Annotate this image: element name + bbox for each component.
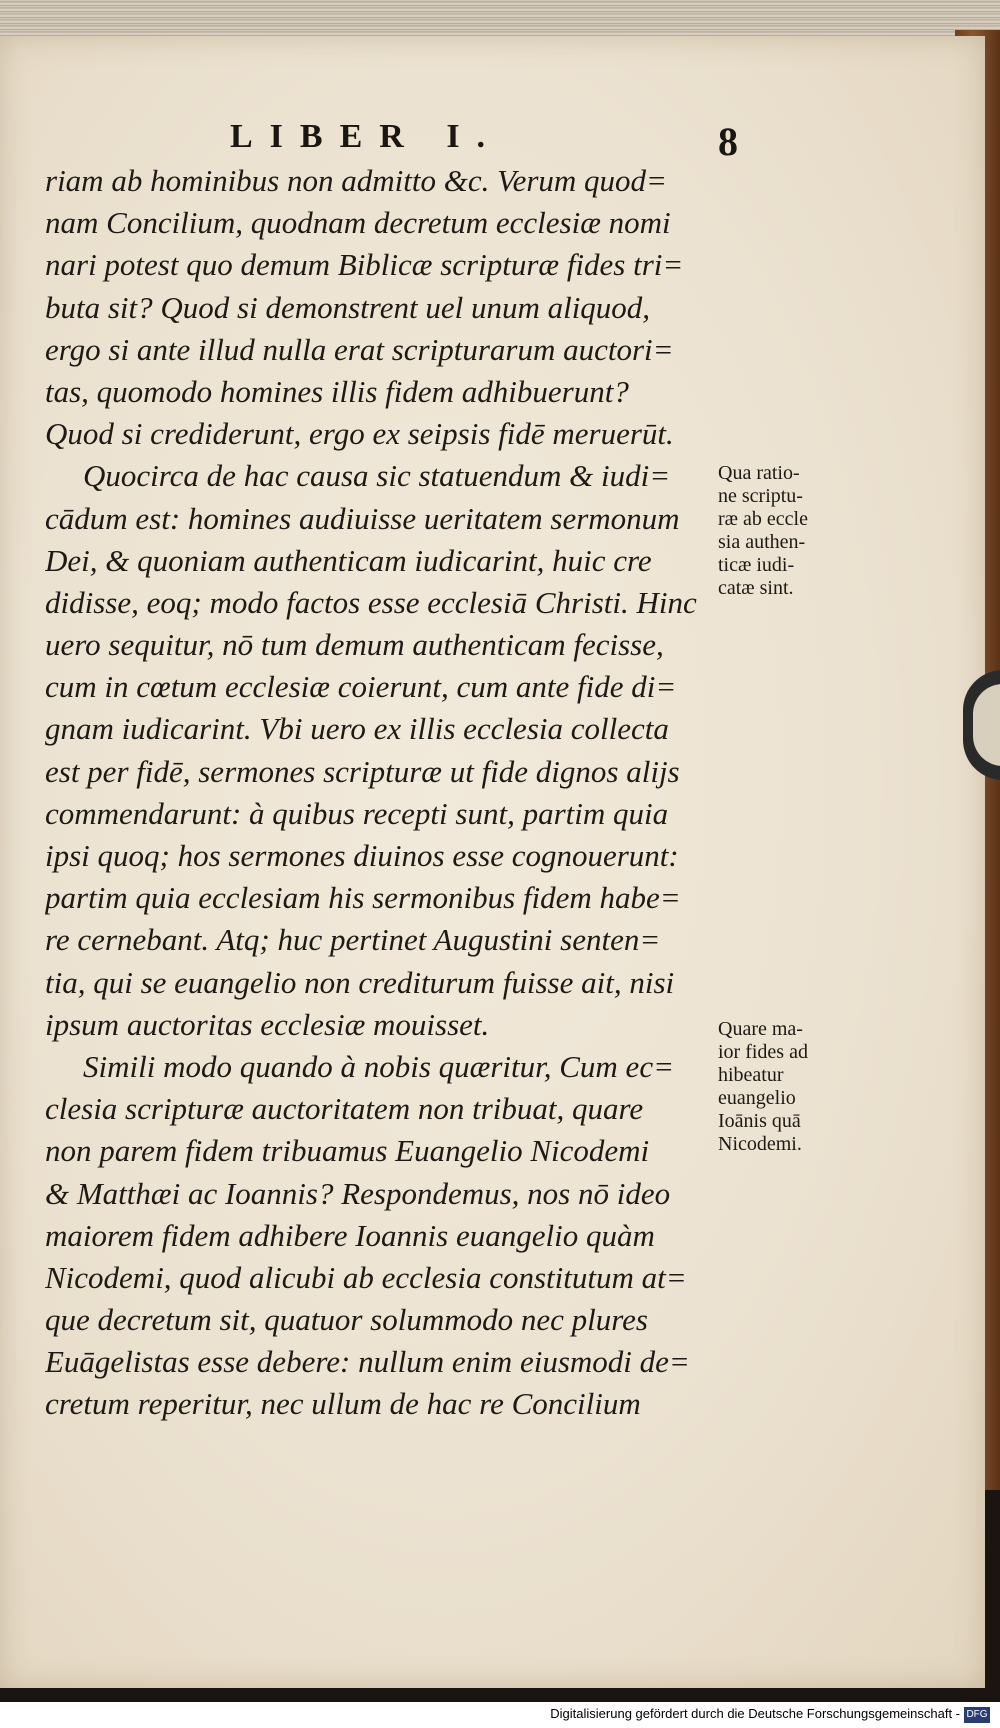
text-line: & Matthæi ac Ioannis? Respondemus, nos nō ideo <box>45 1175 671 1211</box>
text-line: clesia scripturæ auctoritatem non tribuat, quare <box>45 1091 644 1127</box>
margin-note-line: sia authen- <box>718 531 806 553</box>
text-line: Simili modo quando à nobis quæritur, Cum ec= <box>83 1048 674 1084</box>
text-line: maiorem fidem adhibere Ioannis euangelio quàm <box>45 1217 655 1253</box>
text-line: ipsum auctoritas ecclesiæ mouisset. <box>45 1006 490 1042</box>
text-line: non parem fidem tribuamus Euangelio Nicodemi <box>45 1133 650 1169</box>
text-line: cretum reperitur, nec ullum de hac re Concilium <box>45 1386 641 1422</box>
margin-note-1 <box>718 462 858 600</box>
margin-note-line: hibeatur <box>718 1064 784 1086</box>
text-line: Euāgelistas esse debere: nullum enim eiusmodi de= <box>45 1344 690 1380</box>
margin-note-line: euangelio <box>718 1087 796 1109</box>
text-line: commendarunt: à quibus recepti sunt, partim quia <box>45 795 669 831</box>
text-line: que decretum sit, quatuor solummodo nec plures <box>45 1302 648 1338</box>
margin-note-line: ræ ab eccle <box>718 508 808 530</box>
text-line: uero sequitur, nō tum demum authenticam fecisse, <box>45 627 664 663</box>
text-line: Dei, & quoniam authenticam iudicarint, huic cre <box>45 542 652 578</box>
margin-note-line: ne scriptu- <box>718 485 803 507</box>
margin-note-line: Nicodemi. <box>718 1133 802 1155</box>
footer-credit: Digitalisierung gefördert durch die Deutsche Forschungsgemeinschaft - <box>550 1706 960 1721</box>
margin-note-2 <box>718 1018 858 1156</box>
text-line: ipsi quoq; hos sermones diuinos esse cognouerunt: <box>45 838 679 873</box>
text-line: tas, quomodo homines illis fidem adhibuerunt? <box>45 373 629 409</box>
text-line: Quod si crediderunt, ergo ex seipsis fidē meruerūt. <box>45 416 674 452</box>
running-title: LIBER I. <box>230 118 503 155</box>
margin-note-line: Qua ratio- <box>718 462 800 484</box>
text-line: partim quia ecclesiam his sermonibus fidem habe= <box>45 880 681 916</box>
text-line: buta sit? Quod si demonstrent uel unum aliquod, <box>45 289 651 325</box>
margin-note-line: Ioānis quā <box>718 1110 801 1132</box>
folio-number: 8 <box>718 119 738 164</box>
text-line: didisse, eoq; modo factos esse ecclesiā Christi. Hinc <box>45 584 697 620</box>
text-line: Quocirca de hac causa sic statuendum & iudi= <box>83 458 671 494</box>
body-text <box>45 160 713 1426</box>
dfg-logo-icon: DFG <box>964 1707 990 1723</box>
text-line: gnam iudicarint. Vbi uero ex illis ecclesia collecta <box>45 711 669 747</box>
text-line: cādum est: homines audiuisse ueritatem sermonum <box>45 500 680 536</box>
text-line: tia, qui se euangelio non crediturum fuisse ait, nisi <box>45 964 675 1000</box>
text-line: re cernebant. Atq; huc pertinet Augustini senten= <box>45 922 661 958</box>
text-line: nari potest quo demum Biblicæ scripturæ fides tri= <box>45 247 684 283</box>
margin-note-line: Quare ma- <box>718 1018 803 1040</box>
text-line: ergo si ante illud nulla erat scripturarum auctori= <box>45 331 674 367</box>
margin-note-line: catæ sint. <box>718 577 794 599</box>
text-line: cum in cœtum ecclesiæ coierunt, cum ante fide di= <box>45 669 677 705</box>
text-line: riam ab hominibus non admitto &c. Verum quod= <box>45 163 667 198</box>
margin-note-line: ior fides ad <box>718 1041 808 1063</box>
footer-bar <box>0 1702 1000 1728</box>
text-line: Nicodemi, quod alicubi ab ecclesia constitutum at= <box>45 1259 687 1295</box>
text-line: est per fidē, sermones scripturæ ut fide dignos alijs <box>45 753 680 789</box>
text-line: nam Concilium, quodnam decretum ecclesiæ nomi <box>45 205 671 241</box>
margin-note-line: ticæ iudi- <box>718 554 795 576</box>
